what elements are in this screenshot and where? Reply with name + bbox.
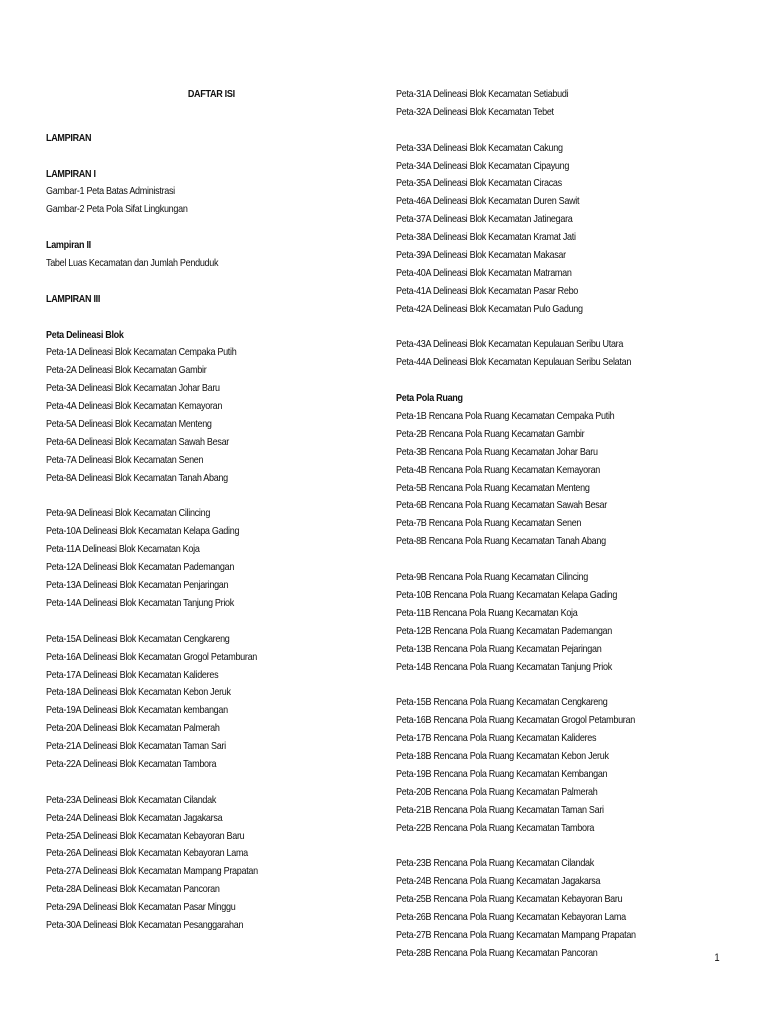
toc-entry: Peta-21B Rencana Pola Ruang Kecamatan Taman Sari xyxy=(396,803,604,816)
lampiran-2-list xyxy=(46,255,376,273)
toc-entry: Peta-23A Delineasi Blok Kecamatan Cilandak xyxy=(46,793,217,806)
toc-entry: Peta-3B Rencana Pola Ruang Kecamatan Johar Baru xyxy=(396,445,598,458)
toc-entry: Peta-40A Delineasi Blok Kecamatan Matraman xyxy=(396,266,572,279)
toc-entry: Peta-17A Delineasi Blok Kecamatan Kalideres xyxy=(46,668,219,681)
pola-group-2 xyxy=(396,569,756,676)
lampiran-2-heading: Lampiran II xyxy=(46,239,91,252)
toc-entry: Peta-3A Delineasi Blok Kecamatan Johar Baru xyxy=(46,382,220,395)
right-column xyxy=(396,86,756,963)
toc-entry: Peta-9B Rencana Pola Ruang Kecamatan Cilincing xyxy=(396,571,588,584)
toc-entry: Peta-32A Delineasi Blok Kecamatan Tebet xyxy=(396,105,554,118)
toc-entry: Peta-22A Delineasi Blok Kecamatan Tambora xyxy=(46,757,217,770)
toc-entry: Peta-30A Delineasi Blok Kecamatan Pesanggarahan xyxy=(46,918,244,931)
toc-entry: Peta-10B Rencana Pola Ruang Kecamatan Kelapa Gading xyxy=(396,588,618,601)
toc-entry: Peta-8B Rencana Pola Ruang Kecamatan Tanah Abang xyxy=(396,535,606,548)
toc-entry: Peta-25A Delineasi Blok Kecamatan Kebayoran Baru xyxy=(46,829,245,842)
toc-entry: Peta-44A Delineasi Blok Kecamatan Kepulauan Seribu Selatan xyxy=(396,356,632,369)
delineasi-group-1 xyxy=(46,344,376,487)
toc-entry: Peta-16B Rencana Pola Ruang Kecamatan Grogol Petamburan xyxy=(396,714,635,727)
toc-entry: Peta-16A Delineasi Blok Kecamatan Grogol Petamburan xyxy=(46,650,258,663)
toc-entry: Tabel Luas Kecamatan dan Jumlah Penduduk xyxy=(46,257,219,270)
toc-entry: Peta-12B Rencana Pola Ruang Kecamatan Pademangan xyxy=(396,624,612,637)
toc-entry: Peta-26A Delineasi Blok Kecamatan Kebayoran Lama xyxy=(46,847,248,860)
toc-entry: Peta-29A Delineasi Blok Kecamatan Pasar Minggu xyxy=(46,901,236,914)
toc-entry: Gambar-2 Peta Pola Sifat Lingkungan xyxy=(46,203,188,216)
toc-entry: Gambar-1 Peta Batas Administrasi xyxy=(46,185,175,198)
delineasi-group-2 xyxy=(46,505,376,612)
toc-entry: Peta-21A Delineasi Blok Kecamatan Taman Sari xyxy=(46,740,226,753)
toc-entry: Peta-33A Delineasi Blok Kecamatan Cakung xyxy=(396,141,563,154)
toc-entry: Peta-22B Rencana Pola Ruang Kecamatan Tambora xyxy=(396,821,595,834)
toc-entry: Peta-2B Rencana Pola Ruang Kecamatan Gambir xyxy=(396,427,585,440)
toc-entry: Peta-38A Delineasi Blok Kecamatan Kramat Jati xyxy=(396,231,576,244)
lampiran-1-heading: LAMPIRAN I xyxy=(46,167,96,180)
toc-entry: Peta-41A Delineasi Blok Kecamatan Pasar Rebo xyxy=(396,284,579,297)
toc-entry: Peta-14B Rencana Pola Ruang Kecamatan Tanjung Priok xyxy=(396,660,612,673)
toc-entry: Peta-19B Rencana Pola Ruang Kecamatan Kembangan xyxy=(396,767,608,780)
toc-entry: Peta-11A Delineasi Blok Kecamatan Koja xyxy=(46,543,200,556)
delineasi-group-3 xyxy=(46,631,376,774)
toc-entry: Peta-7B Rencana Pola Ruang Kecamatan Senen xyxy=(396,517,582,530)
toc-entry: Peta-46A Delineasi Blok Kecamatan Duren Sawit xyxy=(396,195,580,208)
toc-entry: Peta-43A Delineasi Blok Kecamatan Kepulauan Seribu Utara xyxy=(396,338,624,351)
toc-entry: Peta-37A Delineasi Blok Kecamatan Jatinegara xyxy=(396,213,573,226)
toc-entry: Peta-31A Delineasi Blok Kecamatan Setiabudi xyxy=(396,88,569,100)
toc-entry: Peta-4A Delineasi Blok Kecamatan Kemayoran xyxy=(46,400,223,413)
toc-entry: Peta-20B Rencana Pola Ruang Kecamatan Palmerah xyxy=(396,785,598,798)
toc-entry: Peta-12A Delineasi Blok Kecamatan Pademangan xyxy=(46,561,235,574)
toc-entry: Peta-28A Delineasi Blok Kecamatan Pancoran xyxy=(46,883,220,896)
toc-entry: Peta-17B Rencana Pola Ruang Kecamatan Kalideres xyxy=(396,732,597,745)
toc-entry: Peta-14A Delineasi Blok Kecamatan Tanjung Priok xyxy=(46,596,234,609)
pola-group-3 xyxy=(396,694,756,837)
delineasi-group-4 xyxy=(46,792,376,935)
toc-entry: Peta-8A Delineasi Blok Kecamatan Tanah Abang xyxy=(46,471,228,484)
page-title: DAFTAR ISI xyxy=(187,88,235,100)
toc-entry: Peta-9A Delineasi Blok Kecamatan Cilincing xyxy=(46,507,211,520)
page-number: 1 xyxy=(714,952,720,964)
toc-entry: Peta-39A Delineasi Blok Kecamatan Makasar xyxy=(396,249,566,262)
left-column xyxy=(46,86,376,935)
toc-entry: Peta-24A Delineasi Blok Kecamatan Jagakarsa xyxy=(46,811,223,824)
toc-entry: Peta-7A Delineasi Blok Kecamatan Senen xyxy=(46,453,204,466)
right-group-2 xyxy=(396,140,756,319)
toc-entry: Peta-34A Delineasi Blok Kecamatan Cipayung xyxy=(396,159,570,172)
toc-entry: Peta-24B Rencana Pola Ruang Kecamatan Jagakarsa xyxy=(396,875,601,888)
pola-ruang-heading: Peta Pola Ruang xyxy=(396,392,463,405)
toc-entry: Peta-18A Delineasi Blok Kecamatan Kebon Jeruk xyxy=(46,686,231,699)
toc-entry: Peta-5B Rencana Pola Ruang Kecamatan Menteng xyxy=(396,481,590,494)
toc-entry: Peta-23B Rencana Pola Ruang Kecamatan Cilandak xyxy=(396,857,595,870)
toc-entry: Peta-1A Delineasi Blok Kecamatan Cempaka Putih xyxy=(46,346,237,359)
toc-entry: Peta-28B Rencana Pola Ruang Kecamatan Pancoran xyxy=(396,946,598,959)
toc-entry: Peta-15A Delineasi Blok Kecamatan Cengkareng xyxy=(46,632,230,645)
toc-entry: Peta-13B Rencana Pola Ruang Kecamatan Pejaringan xyxy=(396,642,602,655)
toc-entry: Peta-4B Rencana Pola Ruang Kecamatan Kemayoran xyxy=(396,463,601,476)
pola-group-1 xyxy=(396,408,756,551)
toc-entry: Peta-10A Delineasi Blok Kecamatan Kelapa Gading xyxy=(46,525,240,538)
toc-entry: Peta-13A Delineasi Blok Kecamatan Penjaringan xyxy=(46,579,229,592)
toc-entry: Peta-35A Delineasi Blok Kecamatan Ciracas xyxy=(396,177,562,190)
lampiran-heading: LAMPIRAN xyxy=(46,131,92,144)
toc-entry: Peta-15B Rencana Pola Ruang Kecamatan Cengkareng xyxy=(396,696,608,709)
toc-entry: Peta-18B Rencana Pola Ruang Kecamatan Kebon Jeruk xyxy=(396,749,609,762)
toc-entry: Peta-42A Delineasi Blok Kecamatan Pulo Gadung xyxy=(396,302,583,315)
right-group-3 xyxy=(396,336,756,372)
toc-entry: Peta-19A Delineasi Blok Kecamatan kembangan xyxy=(46,704,228,717)
pola-group-4 xyxy=(396,855,756,962)
toc-entry: Peta-11B Rencana Pola Ruang Kecamatan Koja xyxy=(396,606,578,619)
toc-entry: Peta-2A Delineasi Blok Kecamatan Gambir xyxy=(46,364,207,377)
toc-entry: Peta-27B Rencana Pola Ruang Kecamatan Mampang Prapatan xyxy=(396,928,636,941)
toc-entry: Peta-6A Delineasi Blok Kecamatan Sawah Besar xyxy=(46,435,230,448)
toc-entry: Peta-25B Rencana Pola Ruang Kecamatan Kebayoran Baru xyxy=(396,893,623,906)
right-group-1 xyxy=(396,86,756,122)
lampiran-3-heading: LAMPIRAN III xyxy=(46,292,101,305)
delineasi-subheading: Peta Delineasi Blok xyxy=(46,328,124,341)
toc-entry: Peta-20A Delineasi Blok Kecamatan Palmerah xyxy=(46,722,220,735)
toc-entry: Peta-1B Rencana Pola Ruang Kecamatan Cempaka Putih xyxy=(396,410,615,423)
toc-entry: Peta-5A Delineasi Blok Kecamatan Menteng xyxy=(46,418,212,431)
lampiran-1-list xyxy=(46,183,376,219)
toc-entry: Peta-27A Delineasi Blok Kecamatan Mampang Prapatan xyxy=(46,865,258,878)
toc-entry: Peta-26B Rencana Pola Ruang Kecamatan Kebayoran Lama xyxy=(396,910,626,923)
toc-entry: Peta-6B Rencana Pola Ruang Kecamatan Sawah Besar xyxy=(396,499,607,512)
